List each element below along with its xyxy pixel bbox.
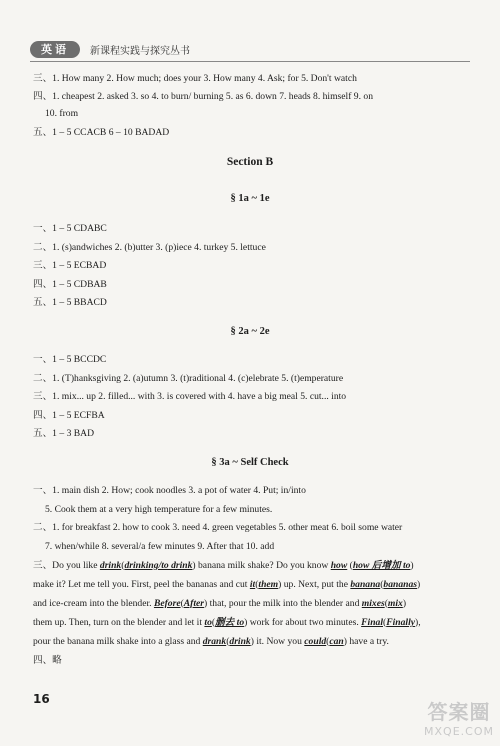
series-title: 新课程实践与探究丛书 [90,45,190,57]
error-word: drink [99,560,122,571]
answer-line: 一、1 – 5 CDABC [33,223,107,234]
section-heading: Section B [226,156,274,168]
answer-line: 二、1. for breakfast 2. how to cook 3. need 4. green vegetables 5. other meat 6. boil some water [33,522,403,533]
correction-line: and ice-cream into the blender. Before(After) that, pour the milk into the blender and mixes(mix) [33,598,407,609]
answer-line: 一、1 – 5 BCCDC [33,354,107,365]
error-word: could [304,636,327,647]
answer-line: 四、1 – 5 CDBAB [33,279,107,290]
correction-word: bananas [383,579,418,590]
answer-line: 四、略 [33,655,62,666]
correction-line: them up. Then, turn on the blender and let it to(删去 to) work for about two minutes. Final(Finally), [33,617,421,628]
subsection-heading: § 2a ~ 2e [230,326,270,337]
error-word: Before [153,598,181,609]
subsection-heading: § 3a ~ Self Check [211,457,289,468]
answer-line: 三、1 – 5 ECBAD [33,260,107,271]
page-number: 16 [33,692,50,706]
error-word: Final [361,617,383,628]
answer-line: 二、1. (T)hanksgiving 2. (a)utumn 3. (t)raditional 4. (c)elebrate 5. (t)emperature [33,373,344,384]
answer-line: 四、1 – 5 ECFBA [33,410,105,421]
correction-line: pour the banana milk shake into a glass and drank(drink) it. Now you could(can) have a try. [33,636,389,647]
answer-line: 三、1. How many 2. How much; does your 3. How many 4. Ask; for 5. Don't watch [33,73,357,84]
correction-word: drink [229,636,251,647]
correction-word: 删去 to [215,617,245,628]
header-rule [30,61,470,62]
answer-line: 10. from [45,108,79,119]
correction-word: them [258,579,279,590]
subject-badge: 英语 [30,41,80,58]
answer-line: 二、1. (s)andwiches 2. (b)utter 3. (p)iece 4. turkey 5. lettuce [33,242,266,253]
error-word: how [330,560,348,571]
correction-word: how 后增加 to [352,560,411,571]
answer-line: 五、1 – 3 BAD [33,428,95,439]
correction-word: mix [387,598,403,609]
watermark-logo: 答案圈 MXQE.COM [424,700,494,738]
answer-line: 7. when/while 8. several/a few minutes 9. After that 10. add [45,541,275,552]
answer-line: 五、1 – 5 BBACD [33,297,107,308]
correction-word: Finally [386,617,415,628]
page-header [30,40,190,58]
error-word: drank [202,636,227,647]
answer-line: 三、1. mix... up 2. filled... with 3. is covered with 4. have a big meal 5. cut... into [33,391,347,402]
error-word: banana [350,579,381,590]
correction-line: 三、Do you like drink(drinking/to drink) banana milk shake? Do you know how (how 后增加 to) [33,560,414,571]
correction-word: After [183,598,205,609]
answer-line: 四、1. cheapest 2. asked 3. so 4. to burn/ burning 5. as 6. down 7. heads 8. himself 9. on [33,91,373,102]
error-word: to [204,617,212,628]
error-word: it [249,579,256,590]
correction-word: drinking/to drink [124,560,193,571]
correction-word: can [329,636,344,647]
answer-line: 一、1. main dish 2. How; cook noodles 3. a pot of water 4. Put; in/into [33,485,306,496]
answer-line: 5. Cook them at a very high temperature for a few minutes. [45,504,273,515]
answer-line: 五、1 – 5 CCACB 6 – 10 BADAD [33,127,170,138]
error-word: mixes [361,598,385,609]
subsection-heading: § 1a ~ 1e [230,193,270,204]
correction-line: make it? Let me tell you. First, peel the bananas and cut it(them) up. Next, put the banana(bananas) [33,579,421,590]
